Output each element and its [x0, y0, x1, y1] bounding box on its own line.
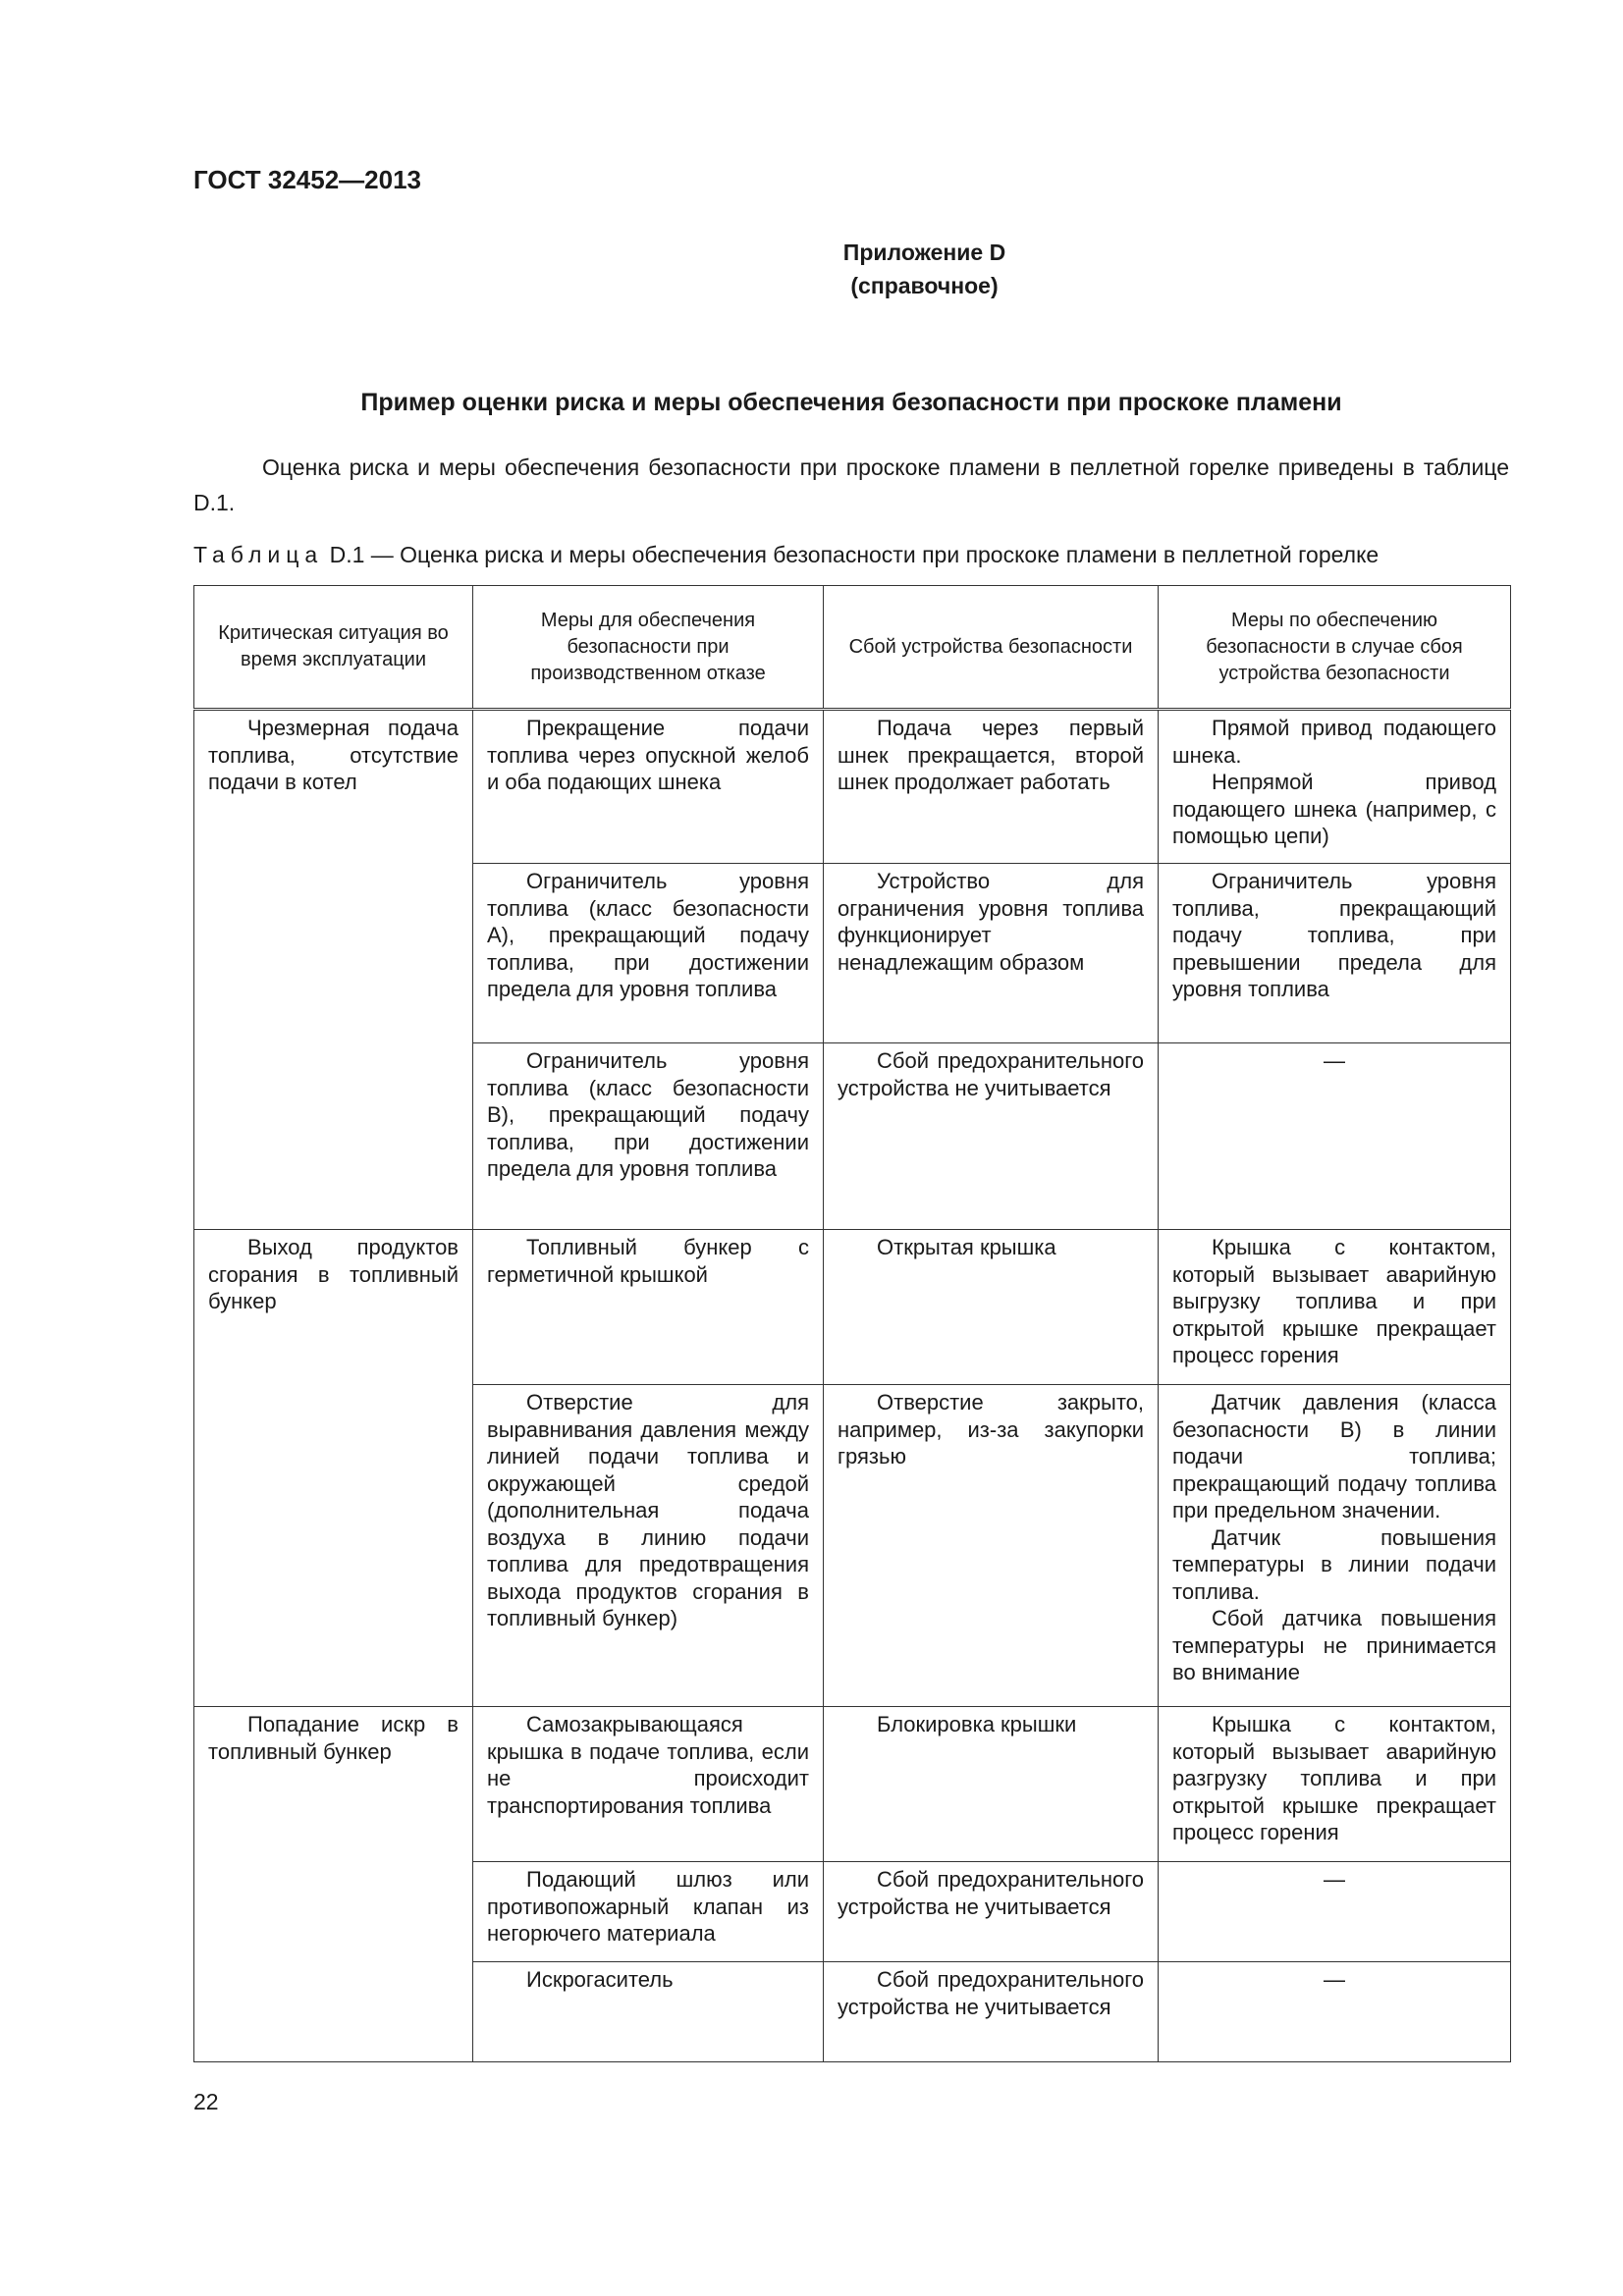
failure-cell: Блокировка крышки — [824, 1707, 1159, 1862]
response-cell: Датчик давления (класса безопасности В) в линии подачи топлива; прекращающий подачу топлива при предельном значении. Датчик повышения температуры в линии подачи топлива. Сбой датчика повышения температуры не принимается во внимание — [1159, 1385, 1511, 1707]
measure-cell: Искрогаситель — [473, 1962, 824, 2062]
table-caption-label: Таблица — [193, 542, 324, 567]
table-row — [194, 1230, 1511, 1385]
header-device-failure: Сбой устройства безопасности — [824, 586, 1159, 710]
appendix-heading — [0, 236, 1623, 302]
response-cell: — — [1159, 1043, 1511, 1230]
measure-cell: Прекращение подачи топлива через опускной желоб и оба подающих шнека — [473, 710, 824, 864]
document-code: ГОСТ 32452—2013 — [193, 165, 421, 194]
table-caption-text: D.1 — Оценка риска и меры обеспечения безопасности при проскоке пламени в пеллетной горелке — [323, 542, 1380, 567]
failure-cell: Устройство для ограничения уровня топлива функционирует ненадлежащим образом — [824, 864, 1159, 1043]
measure-cell: Отверстие для выравнивания давления между линией подачи топлива и окружающей средой (дополнительная подача воздуха в линию подачи топлива для предотвращения выхода продуктов сгорания в топливный бункер) — [473, 1385, 824, 1707]
response-cell: Ограничитель уровня топлива, прекращающий подачу топлива, при превышении предела для уровня топлива — [1159, 864, 1511, 1043]
intro-paragraph: Оценка риска и меры обеспечения безопасности при проскоке пламени в пеллетной горелке приведены в таблице D.1. — [193, 454, 1509, 515]
appendix-subtitle: (справочное) — [850, 273, 999, 298]
failure-cell: Сбой предохранительного устройства не учитывается — [824, 1962, 1159, 2062]
measure-cell: Топливный бункер с герметичной крышкой — [473, 1230, 824, 1385]
table-row — [194, 710, 1511, 864]
failure-cell: Сбой предохранительного устройства не учитывается — [824, 1862, 1159, 1962]
table-caption — [193, 542, 1509, 568]
risk-assessment-table — [193, 585, 1511, 2062]
response-cell: Крышка с контактом, который вызывает аварийную разгрузку топлива и при открытой крышке прекращает процесс горения — [1159, 1707, 1511, 1862]
response-cell: — — [1159, 1862, 1511, 1962]
response-cell: Крышка с контактом, который вызывает аварийную выгрузку топлива и при открытой крышке прекращает процесс горения — [1159, 1230, 1511, 1385]
failure-cell: Отверстие закрыто, например, из-за закупорки грязью — [824, 1385, 1159, 1707]
measure-cell: Ограничитель уровня топлива (класс безопасности А), прекращающий подачу топлива, при достижении предела для уровня топлива — [473, 864, 824, 1043]
response-cell: Прямой привод подающего шнека. Непрямой привод подающего шнека (например, с помощью цепи) — [1159, 710, 1511, 864]
header-safety-measures: Меры для обеспечения безопасности при производственном отказе — [473, 586, 824, 710]
table-row — [194, 1707, 1511, 1862]
measure-cell: Подающий шлюз или противопожарный клапан из негорючего материала — [473, 1862, 824, 1962]
situation-cell: Выход продуктов сгорания в топливный бункер — [194, 1230, 473, 1707]
situation-cell: Чрезмерная подача топлива, отсутствие подачи в котел — [194, 710, 473, 1230]
failure-cell: Подача через первый шнек прекращается, второй шнек продолжает работать — [824, 710, 1159, 864]
section-title: Пример оценки риска и меры обеспечения безопасности при проскоке пламени — [360, 389, 1342, 416]
header-failure-measures: Меры по обеспечению безопасности в случае сбоя устройства безопасности — [1159, 586, 1511, 710]
response-cell: — — [1159, 1962, 1511, 2062]
header-critical-situation: Критическая ситуация во время эксплуатации — [194, 586, 473, 710]
failure-cell: Сбой предохранительного устройства не учитывается — [824, 1043, 1159, 1230]
table-header-row — [194, 586, 1511, 710]
appendix-title: Приложение D — [842, 240, 1006, 265]
situation-cell: Попадание искр в топливный бункер — [194, 1707, 473, 2062]
page-number: 22 — [193, 2089, 219, 2114]
measure-cell: Ограничитель уровня топлива (класс безопасности В), прекращающий подачу топлива, при достижении предела для уровня топлива — [473, 1043, 824, 1230]
failure-cell: Открытая крышка — [824, 1230, 1159, 1385]
measure-cell: Самозакрывающаяся крышка в подаче топлива, если не происходит транспортирования топлива — [473, 1707, 824, 1862]
